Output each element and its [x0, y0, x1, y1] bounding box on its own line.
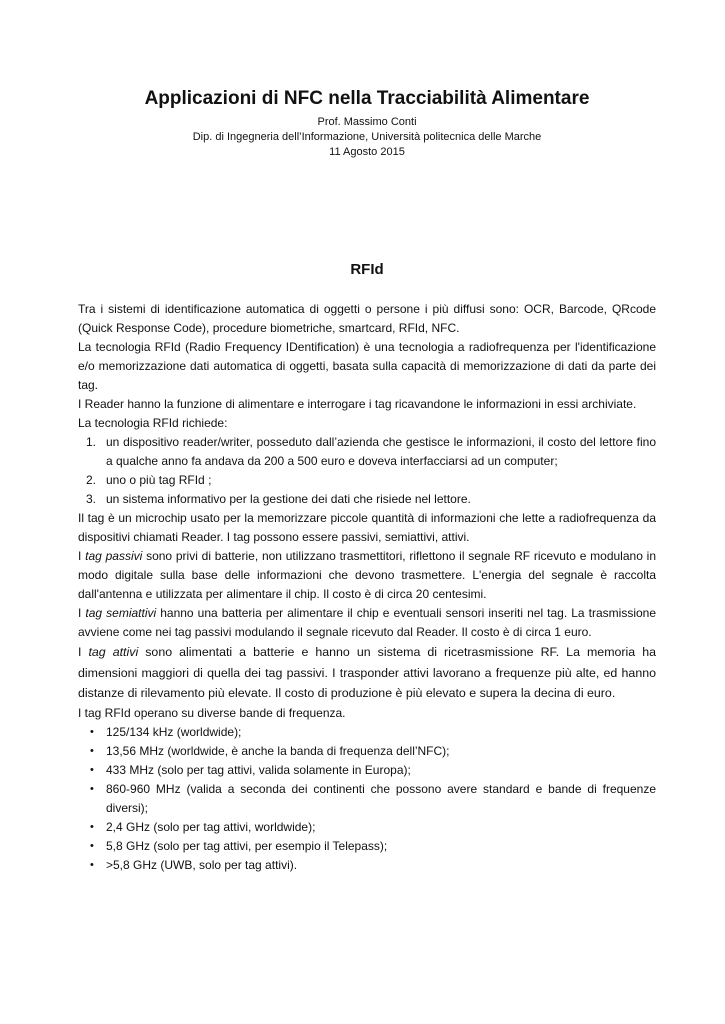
text-run: I: [78, 645, 89, 659]
text-run: sono privi di batterie, non utilizzano trasmettitori, riflettono il segnale RF ricevuto e modulano in modo digitale sulla base delle informazioni che devono trasmettere. L'energia del segnale è raccolta dall'antenna e utilizzata per alimentare il chip. Il costo è di circa 20 centesimi.: [78, 549, 656, 601]
list-number: 2.: [86, 473, 97, 487]
paragraph-intro: Tra i sistemi di identificazione automatica di oggetti o persone i più diffusi sono: OCR, Barcode, QRcode (Quick Response Code), procedure biometriche, smartcard, RFId, NFC.: [78, 302, 656, 335]
list-item-text: 5,8 GHz (solo per tag attivi, per esempio il Telepass);: [106, 838, 388, 853]
date: 11 Agosto 2015: [329, 146, 405, 158]
paragraph-definition: La tecnologia RFId (Radio Frequency IDentification) è una tecnologia a radiofrequenza per l'identificazione e/o memorizzazione dati automatica di oggetti, basata sulla capacità di memorizzazione di dati da parte dei tag.: [78, 340, 656, 392]
list-item: [78, 742, 656, 761]
list-item-text: 125/134 kHz (worldwide);: [106, 724, 242, 739]
paragraph-active-tags: [78, 642, 656, 704]
list-item-text: 13,56 MHz (worldwide, è anche la banda di frequenza dell’NFC);: [106, 743, 450, 758]
paragraph-passive-tags: [78, 547, 656, 604]
affiliation: Dip. di Ingegneria dell’Informazione, Università politecnica delle Marche: [192, 131, 542, 143]
paragraph-tag: Il tag è un microchip usato per la memorizzare piccole quantità di informazioni che lette a radiofrequenza da dispositivi chiamati Reader. I tag possono essere passivi, semiattivi, attivi.: [78, 511, 656, 544]
requirements-list: [78, 433, 656, 509]
term-semiactive-tags: tag semiattivi: [85, 606, 157, 620]
author: Prof. Massimo Conti: [317, 116, 417, 128]
list-item-text: 2,4 GHz (solo per tag attivi, worldwide);: [106, 819, 316, 834]
list-item-text: 860-960 MHz (valida a seconda dei continenti che possono avere standard e bande di frequenze diversi);: [106, 781, 656, 815]
bullet-icon: •: [90, 858, 94, 871]
document-body: [78, 300, 656, 875]
list-item-text: un sistema informativo per la gestione dei dati che risiede nel lettore.: [106, 492, 471, 506]
bullet-icon: •: [90, 782, 94, 795]
document-title: Applicazioni di NFC nella Tracciabilità Alimentare: [144, 88, 590, 109]
list-item: [78, 723, 656, 742]
list-item-text: uno o più tag RFId ;: [106, 473, 212, 487]
bullet-icon: •: [90, 744, 94, 757]
list-item-text: 433 MHz (solo per tag attivi, valida solamente in Europa);: [106, 762, 411, 777]
list-item-text: >5,8 GHz (UWB, solo per tag attivi).: [106, 857, 298, 872]
paragraph-bands-intro: I tag RFId operano su diverse bande di frequenza.: [78, 705, 346, 720]
bullet-icon: •: [90, 839, 94, 852]
bullet-icon: •: [90, 820, 94, 833]
list-item: [78, 856, 656, 875]
list-item: [78, 780, 656, 818]
section-title: RFId: [350, 261, 384, 278]
list-item-text: un dispositivo reader/writer, posseduto dall’azienda che gestisce le informazioni, il costo del lettore fino a qualche anno fa andava da 200 a 500 euro e doveva interfacciarsi ad un computer;: [106, 435, 656, 468]
list-number: 1.: [86, 435, 97, 449]
list-item: [78, 471, 656, 490]
text-run: hanno una batteria per alimentare il chip e eventuali sensori inseriti nel tag. La trasmissione avviene come nei tag passivi modulando il segnale ricevuto dal Reader. Il costo è di circa 1 euro.: [78, 606, 657, 639]
frequency-bands-list: [78, 723, 656, 875]
list-item: [78, 761, 656, 780]
text-run: sono alimentati a batterie e hanno un sistema di ricetrasmissione RF. La memoria ha dimensioni maggiori di quella dei tag passivi. I trasponder attivi lavorano a frequenze più alte, ed hanno distanze di rilevamento più elevate. Il costo di produzione è più elevato e supera la decina di euro.: [78, 645, 656, 701]
list-number: 3.: [86, 492, 97, 506]
paragraph-semiactive-tags: [78, 604, 656, 642]
term-passive-tags: tag passivi: [85, 549, 143, 563]
bullet-icon: •: [90, 725, 94, 738]
paragraph-requirements-intro: La tecnologia RFId richiede:: [78, 416, 228, 430]
list-item: [78, 490, 656, 509]
term-active-tags: tag attivi: [88, 645, 139, 659]
list-item: [78, 837, 656, 856]
paragraph-reader: I Reader hanno la funzione di alimentare e interrogare i tag ricavandone le informazioni in essi archiviate.: [78, 397, 637, 411]
list-item: [78, 433, 656, 471]
bullet-icon: •: [90, 763, 94, 776]
list-item: [78, 818, 656, 837]
text-run: I: [78, 606, 86, 620]
text-run: I: [78, 549, 86, 563]
